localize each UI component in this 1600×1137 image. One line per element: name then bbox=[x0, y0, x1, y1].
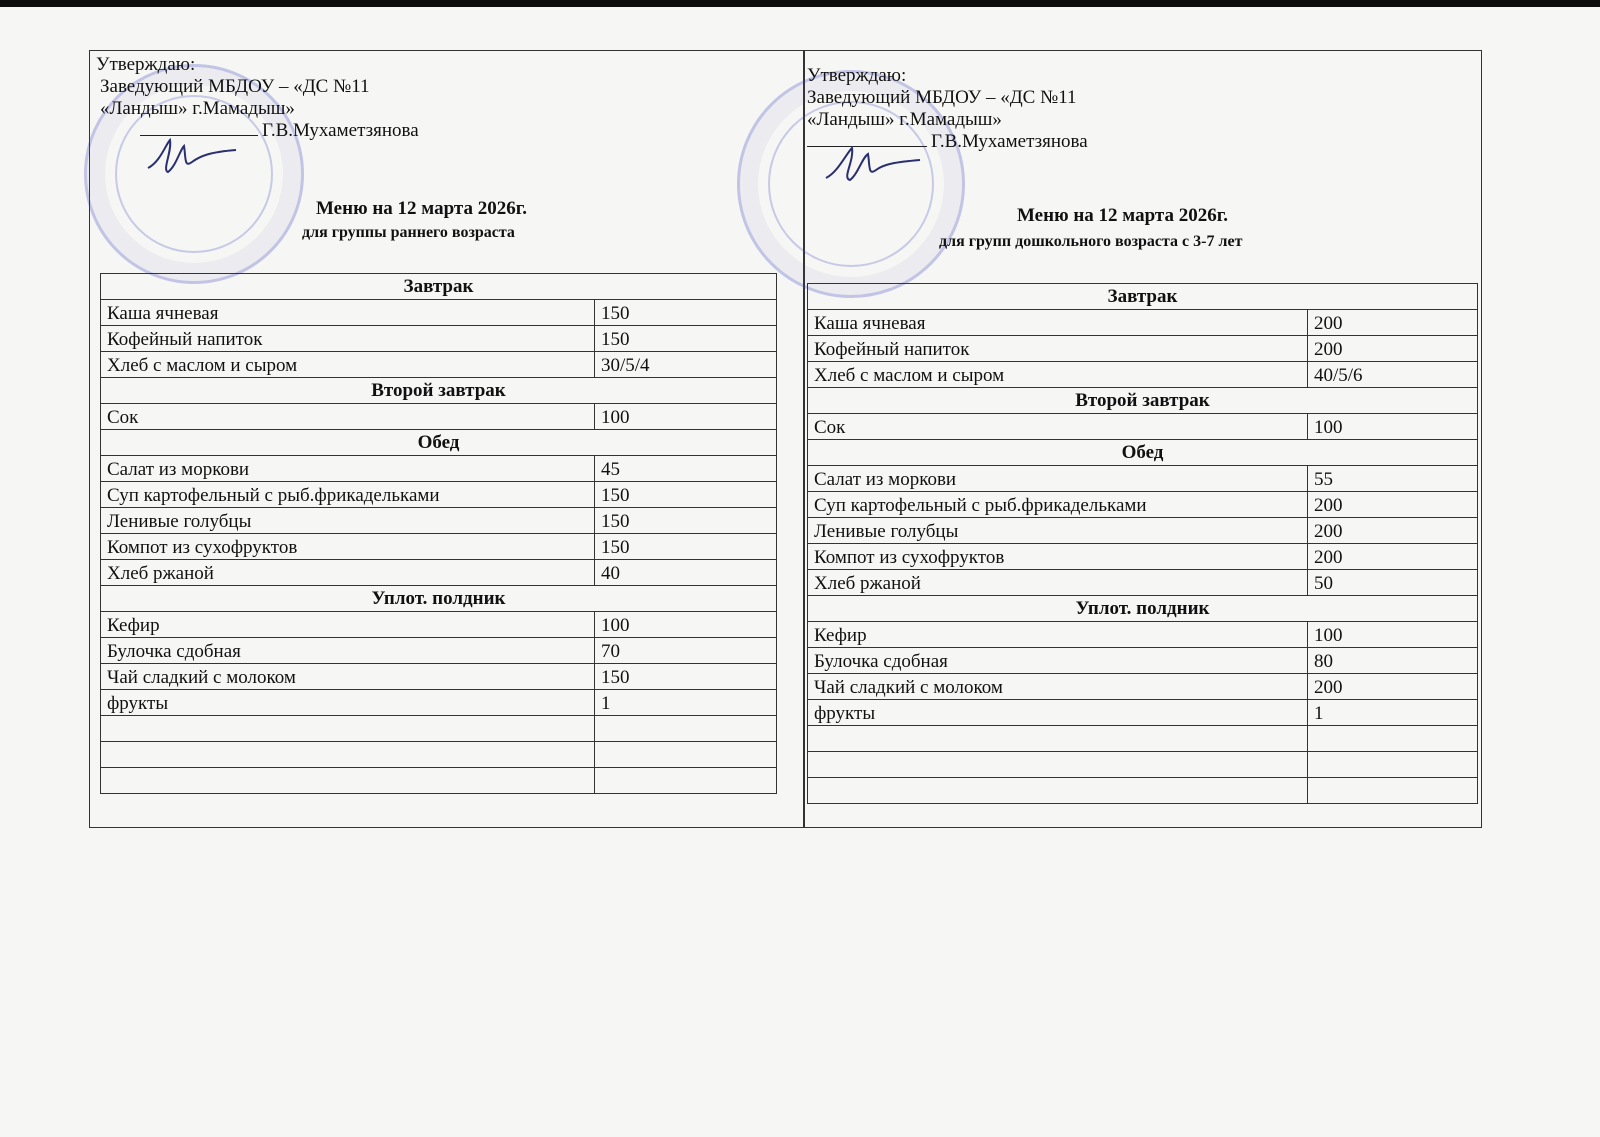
right-sign-blank bbox=[807, 146, 927, 147]
dish-name: фрукты bbox=[101, 690, 595, 716]
empty-cell bbox=[1308, 778, 1478, 804]
dish-name: Кефир bbox=[808, 622, 1308, 648]
empty-cell bbox=[101, 742, 595, 768]
dish-name: Салат из моркови bbox=[808, 466, 1308, 492]
table-row bbox=[808, 570, 1478, 596]
dish-qty: 100 bbox=[595, 404, 777, 430]
dish-qty: 200 bbox=[1308, 674, 1478, 700]
table-row-empty bbox=[101, 716, 777, 742]
right-menu-table bbox=[807, 283, 1478, 804]
table-row bbox=[101, 404, 777, 430]
table-row bbox=[808, 648, 1478, 674]
dish-qty: 50 bbox=[1308, 570, 1478, 596]
section-second-breakfast: Второй завтрак bbox=[101, 378, 777, 404]
dish-qty: 30/5/4 bbox=[595, 352, 777, 378]
table-row-empty bbox=[101, 768, 777, 794]
table-row bbox=[101, 430, 777, 456]
dish-qty: 150 bbox=[595, 326, 777, 352]
dish-name: Сок bbox=[101, 404, 595, 430]
empty-cell bbox=[1308, 726, 1478, 752]
dish-name: фрукты bbox=[808, 700, 1308, 726]
dish-name: Суп картофельный с рыб.фрикадельками bbox=[808, 492, 1308, 518]
empty-cell bbox=[101, 716, 595, 742]
dish-name: Кофейный напиток bbox=[101, 326, 595, 352]
dish-name: Ленивые голубцы bbox=[101, 508, 595, 534]
table-row-empty bbox=[808, 726, 1478, 752]
dish-qty: 200 bbox=[1308, 518, 1478, 544]
dish-name: Компот из сухофруктов bbox=[808, 544, 1308, 570]
table-row bbox=[101, 326, 777, 352]
left-approve-heading: Утверждаю: bbox=[96, 54, 196, 75]
left-approve-org: «Ландыш» г.Мамадыш» bbox=[100, 98, 295, 119]
dish-qty: 150 bbox=[595, 664, 777, 690]
empty-cell bbox=[808, 752, 1308, 778]
left-menu-title: Меню на 12 марта 2026г. bbox=[316, 198, 527, 219]
table-row bbox=[101, 586, 777, 612]
table-row bbox=[808, 284, 1478, 310]
table-row bbox=[808, 310, 1478, 336]
table-row bbox=[808, 622, 1478, 648]
table-row-empty bbox=[101, 742, 777, 768]
empty-cell bbox=[808, 726, 1308, 752]
table-row bbox=[808, 466, 1478, 492]
right-menu-title: Меню на 12 марта 2026г. bbox=[1017, 205, 1228, 226]
table-row bbox=[101, 560, 777, 586]
section-breakfast: Завтрак bbox=[808, 284, 1478, 310]
dish-name: Хлеб ржаной bbox=[101, 560, 595, 586]
dish-qty: 45 bbox=[595, 456, 777, 482]
left-menu-panel bbox=[96, 54, 786, 241]
dish-name: Кофейный напиток bbox=[808, 336, 1308, 362]
empty-cell bbox=[1308, 752, 1478, 778]
table-row bbox=[808, 518, 1478, 544]
right-approve-heading: Утверждаю: bbox=[807, 65, 907, 86]
dish-name: Салат из моркови bbox=[101, 456, 595, 482]
empty-cell bbox=[595, 716, 777, 742]
table-row bbox=[808, 336, 1478, 362]
dish-name: Чай сладкий с молоком bbox=[808, 674, 1308, 700]
column-divider bbox=[803, 50, 805, 828]
dish-name: Компот из сухофруктов bbox=[101, 534, 595, 560]
dish-qty: 40/5/6 bbox=[1308, 362, 1478, 388]
dish-qty: 200 bbox=[1308, 544, 1478, 570]
dish-qty: 200 bbox=[1308, 336, 1478, 362]
right-signer-name: Г.В.Мухаметзянова bbox=[931, 131, 1088, 152]
left-signature-line bbox=[96, 120, 786, 142]
left-menu-table bbox=[100, 273, 777, 794]
dish-name: Каша ячневая bbox=[101, 300, 595, 326]
dish-qty: 150 bbox=[595, 508, 777, 534]
table-row bbox=[101, 664, 777, 690]
table-row bbox=[101, 690, 777, 716]
right-approve-org: «Ландыш» г.Мамадыш» bbox=[807, 109, 1002, 130]
table-row bbox=[101, 300, 777, 326]
empty-cell bbox=[808, 778, 1308, 804]
right-menu-panel bbox=[807, 65, 1482, 250]
dish-qty: 40 bbox=[595, 560, 777, 586]
section-snack: Уплот. полдник bbox=[808, 596, 1478, 622]
left-signer-name: Г.В.Мухаметзянова bbox=[262, 120, 419, 141]
section-lunch: Обед bbox=[101, 430, 777, 456]
table-row bbox=[808, 596, 1478, 622]
dish-name: Каша ячневая bbox=[808, 310, 1308, 336]
dish-qty: 70 bbox=[595, 638, 777, 664]
dish-name: Хлеб с маслом и сыром bbox=[808, 362, 1308, 388]
table-row bbox=[101, 352, 777, 378]
section-breakfast: Завтрак bbox=[101, 274, 777, 300]
dish-name: Хлеб с маслом и сыром bbox=[101, 352, 595, 378]
table-row bbox=[808, 362, 1478, 388]
dish-name: Суп картофельный с рыб.фрикадельками bbox=[101, 482, 595, 508]
empty-cell bbox=[595, 768, 777, 794]
dish-qty: 150 bbox=[595, 534, 777, 560]
left-approve-position: Заведующий МБДОУ – «ДС №11 bbox=[100, 76, 370, 97]
table-row bbox=[808, 544, 1478, 570]
dish-qty: 100 bbox=[1308, 414, 1478, 440]
left-approval-block bbox=[96, 54, 786, 142]
dish-qty: 100 bbox=[1308, 622, 1478, 648]
table-row bbox=[808, 700, 1478, 726]
right-approval-block bbox=[807, 65, 1482, 153]
scan-top-edge bbox=[0, 0, 1600, 7]
table-row bbox=[808, 674, 1478, 700]
table-row bbox=[101, 378, 777, 404]
table-row-empty bbox=[808, 778, 1478, 804]
table-row bbox=[101, 638, 777, 664]
table-row-empty bbox=[808, 752, 1478, 778]
dish-name: Булочка сдобная bbox=[101, 638, 595, 664]
empty-cell bbox=[101, 768, 595, 794]
table-row bbox=[101, 274, 777, 300]
left-menu-subtitle: для группы раннего возраста bbox=[302, 224, 515, 241]
dish-qty: 100 bbox=[595, 612, 777, 638]
dish-qty: 1 bbox=[1308, 700, 1478, 726]
dish-qty: 150 bbox=[595, 482, 777, 508]
dish-name: Ленивые голубцы bbox=[808, 518, 1308, 544]
dish-name: Чай сладкий с молоком bbox=[101, 664, 595, 690]
dish-qty: 150 bbox=[595, 300, 777, 326]
table-row bbox=[808, 492, 1478, 518]
dish-name: Булочка сдобная bbox=[808, 648, 1308, 674]
right-approve-position: Заведующий МБДОУ – «ДС №11 bbox=[807, 87, 1077, 108]
table-row bbox=[101, 508, 777, 534]
dish-qty: 1 bbox=[595, 690, 777, 716]
dish-name: Хлеб ржаной bbox=[808, 570, 1308, 596]
dish-qty: 55 bbox=[1308, 466, 1478, 492]
dish-name: Кефир bbox=[101, 612, 595, 638]
left-sign-blank bbox=[140, 135, 258, 136]
dish-name: Сок bbox=[808, 414, 1308, 440]
table-row bbox=[808, 414, 1478, 440]
section-second-breakfast: Второй завтрак bbox=[808, 388, 1478, 414]
dish-qty: 200 bbox=[1308, 310, 1478, 336]
right-signature-line bbox=[807, 131, 1482, 153]
table-row bbox=[101, 482, 777, 508]
table-row bbox=[808, 388, 1478, 414]
table-row bbox=[808, 440, 1478, 466]
dish-qty: 80 bbox=[1308, 648, 1478, 674]
section-snack: Уплот. полдник bbox=[101, 586, 777, 612]
table-row bbox=[101, 456, 777, 482]
section-lunch: Обед bbox=[808, 440, 1478, 466]
table-row bbox=[101, 534, 777, 560]
right-menu-subtitle: для групп дошкольного возраста с 3-7 лет bbox=[939, 233, 1243, 250]
empty-cell bbox=[595, 742, 777, 768]
dish-qty: 200 bbox=[1308, 492, 1478, 518]
table-row bbox=[101, 612, 777, 638]
